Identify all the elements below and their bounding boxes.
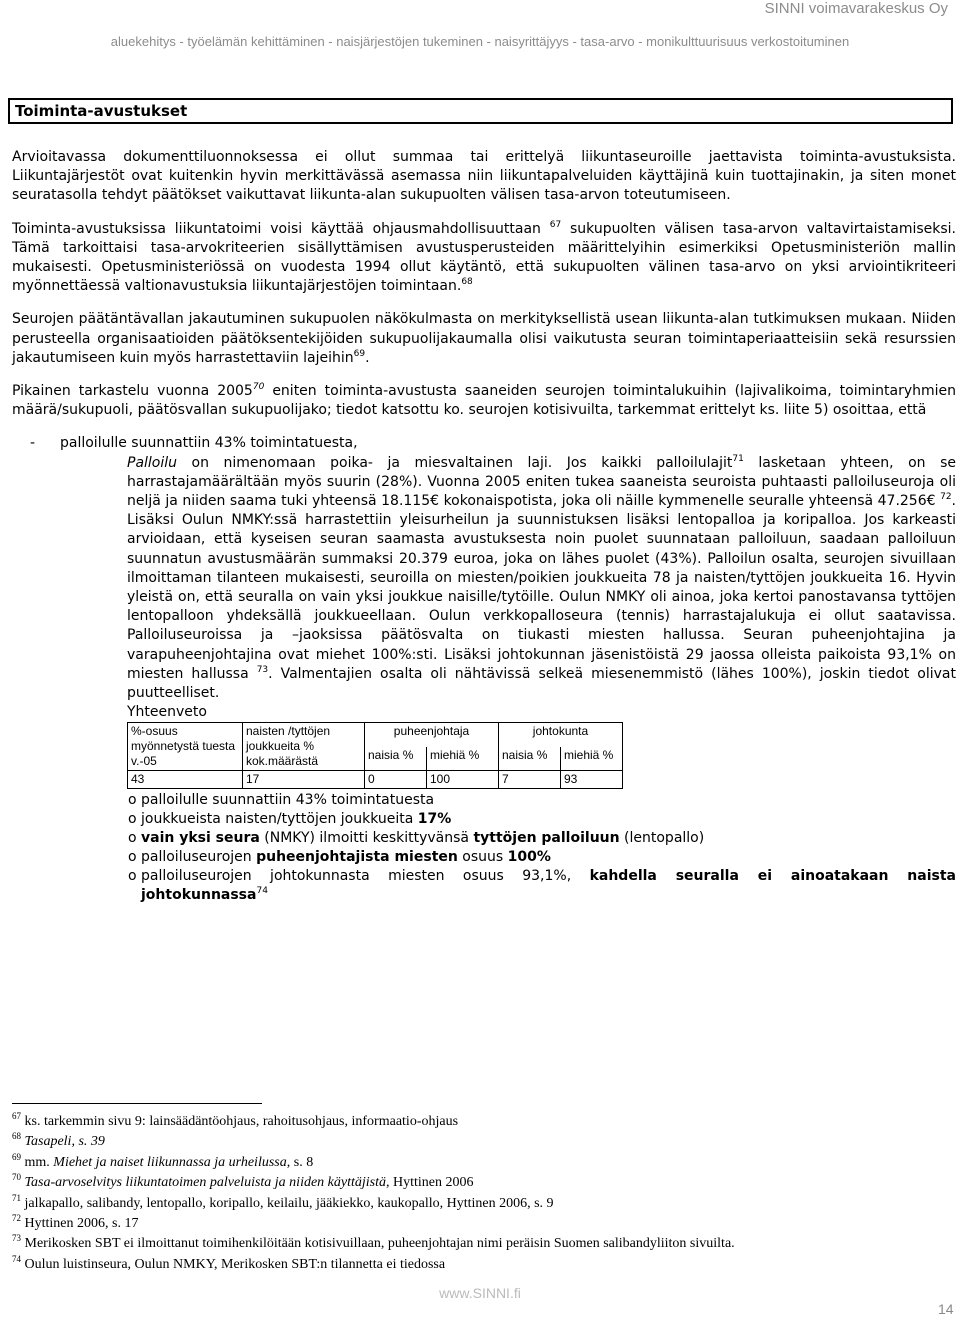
- table-subheader-cell: naisia %: [365, 747, 427, 771]
- footnote-text: Miehet ja naiset liikunnassa ja urheilussa: [53, 1154, 287, 1170]
- bullet-icon: o: [128, 792, 137, 809]
- footnote-ref-73[interactable]: 73: [256, 664, 269, 675]
- table-header-cell: johtokunta: [499, 723, 623, 747]
- footer-url[interactable]: www.SINNI.fi: [439, 1285, 521, 1301]
- paragraph-2: [12, 220, 956, 297]
- footnote-69: [12, 1153, 952, 1173]
- table-cell: 93: [561, 771, 623, 789]
- list-item: [128, 791, 956, 810]
- footnote-number: 71: [12, 1192, 21, 1203]
- footnote-73: [12, 1234, 952, 1254]
- section-title-box: [8, 98, 953, 124]
- footnote-text: Merikosken SBT ei ilmoittanut toimihenkilöitään kotisivuillaan, puheenjohtajan nimi peräisin Suomen salibandyliiton sivuilta.: [24, 1236, 735, 1252]
- list-item: [128, 867, 956, 905]
- p4-text-b: eniten toiminta-avustusta saaneiden seurojen toimintalukuihin (lajivalikoima, toimintaryhmien määrä/sukupuoli, päätösvallan sukupuolijako; tiedot katsottu ko. seurojen kotisivuilta, tarkemmat erittelyt ks. liite 5) osoittaa, että: [12, 383, 956, 419]
- bullet-icon: o: [128, 830, 137, 847]
- section-title: Toiminta-avustukset: [15, 102, 188, 120]
- dash-marker: -: [30, 435, 36, 452]
- bullet-text-part: joukkueista naisten/tyttöjen joukkueita: [141, 811, 418, 828]
- list-item: [128, 810, 956, 829]
- footnote-text-pre: mm.: [24, 1154, 54, 1170]
- bullet-bold: 17%: [417, 811, 452, 828]
- bullet-bold: puheenjohtajista miesten: [256, 849, 458, 866]
- bullet-icon: o: [128, 811, 137, 828]
- list-item: [128, 848, 956, 867]
- bullet-text: [141, 810, 451, 829]
- footnote-67: [12, 1112, 952, 1132]
- footnote-text: Oulun luistinseura, Oulun NMKY, Merikosken SBT:n tilannetta ei tiedossa: [24, 1256, 446, 1272]
- table-header-cell: %-osuus myönnetystä tuesta v.-05: [128, 723, 243, 771]
- footnote-number: 73: [12, 1233, 21, 1244]
- footnote-ref-71[interactable]: 71: [732, 453, 744, 464]
- dash-item-line: palloilulle suunnattiin 43% toimintatuesta,: [60, 435, 358, 452]
- p3-text-b: .: [365, 349, 370, 366]
- footnote-text: Tasapeli, s. 39: [24, 1134, 105, 1150]
- dash-text-4: . Lisäksi Oulun NMKY:ssä harrastettiin yleisurheilun ja suunnistuksen lisäksi lentopalloa ja koripalloa. Jos karkeasti arvioidaan, että kyseisen seuran saamasta avustuksesta noin puolet suunnataan palloiluun, saadaan palloiluun suunnatun avustusmäärän summaksi 20.379 euroa, joka on lähes puolet (43%). Palloilun osalta, seurojen sivuillaan ilmoittaman tilanteen mukaisesti, seuroilla on miesten/poikien joukkueita 78 ja naisten/tyttöjen joukkueita 16. Hyvin yleistä on, että seuralla on vain yksi joukkue naisille/tytöille. Oulun NMKY oli ainoa, joka kertoi panostavansa tyttöjen lentopalloon yhdeksällä joukkueellaan. Oulun verkkopalloseura (tennis) harrastajalukuja ei ollut saatavissa. Palloiluseuroissa ja –jaoksissa päätösvalta on tiukasti miesten hallussa. Seuran puheenjohtajina ja varapuheenjohtajina ovat miehet 100%:sti. Lisäksi johtokunnan jäsenistöistä 29 jaossa olleista paikoista 93,1% on miesten hallussa: [127, 493, 956, 682]
- table-cell: 17: [243, 771, 365, 789]
- footnotes: [12, 1112, 952, 1275]
- footnote-ref-70-num: 70: [252, 382, 265, 393]
- footnote-ref-74[interactable]: 74: [256, 886, 268, 897]
- footnote-ref-69[interactable]: 69: [353, 348, 366, 359]
- bullet-text-part: palloiluseurojen: [141, 849, 257, 866]
- footnote-number: 67: [12, 1111, 21, 1121]
- footnote-text: ks. tarkemmin sivu 9: lainsäädäntöohjaus, rahoitusohjaus, informaatio-ohjaus: [24, 1114, 459, 1129]
- footnote-text: Hyttinen 2006, s. 17: [24, 1216, 139, 1232]
- bullet-icon: o: [128, 868, 137, 885]
- footnote-number: 70: [12, 1172, 21, 1183]
- paragraph-4: [12, 382, 956, 420]
- summary-bullet-list: [128, 791, 956, 905]
- footnote-71: [12, 1194, 952, 1214]
- footnote-ref-68[interactable]: 68: [461, 277, 473, 288]
- dash-item-body: [127, 454, 956, 704]
- bullet-bold: vain yksi seura: [141, 830, 260, 847]
- footnote-72: [12, 1214, 952, 1234]
- table-cell: 43: [128, 771, 243, 789]
- dash-list-item: [12, 434, 956, 453]
- bullet-bold: 100%: [507, 849, 551, 866]
- footnote-text-post: , s. 8: [286, 1154, 314, 1170]
- bullet-text: [141, 848, 551, 867]
- bullet-text-part: palloiluseurojen johtokunnasta miesten osuus 93,1%,: [141, 868, 590, 885]
- table-subheader-cell: naisia %: [499, 747, 561, 771]
- bullet-text: [141, 829, 704, 848]
- list-item: [128, 829, 956, 848]
- p4-text-a: Pikainen tarkastelu vuonna 2005: [12, 383, 253, 400]
- footnote-number: 68: [12, 1131, 21, 1142]
- table-subheader-cell: miehiä %: [427, 747, 499, 771]
- dash-item-italic: Palloilu: [127, 454, 178, 471]
- organization-name: SINNI voimavarakeskus Oy: [764, 0, 948, 17]
- footnote-text-post: , Hyttinen 2006: [386, 1175, 474, 1191]
- dash-text-2: lasketaan yhteen, on se harrastajamäärältään myös suurin (28%). Vuonna 2005 eniten tukea saaneista seuroista puhtaasti palloiluseuroja oli neljä ja niiden saama tuki yhteensä 18.115: [127, 454, 956, 510]
- summary-table: [127, 722, 623, 789]
- table-cell: 0: [365, 771, 427, 789]
- p3-text-a: Seurojen päätäntävallan jakautuminen sukupuolen näkökulmasta on merkityksellistä usean liikunta-alan tutkimuksen mukaan. Niiden perusteella organisaatioiden päätöksentekijöiden sukupuolijakaumalla olisi vaikutusta seuran toimintaperiaatteisiin sekä resurssien jakautumiseen kuin myös harrastettaviin lajeihin: [12, 311, 956, 366]
- summary-label: Yhteenveto: [127, 704, 207, 721]
- footnote-text: Tasa-arvoselvitys liikuntatoimen palveluista ja niiden käyttäjistä: [24, 1175, 386, 1191]
- bullet-bold: kahdella seuralla ei ainoatakaan naista johtokunnassa: [141, 868, 956, 904]
- footnote-74: [12, 1255, 952, 1275]
- footnote-ref-67[interactable]: 67: [549, 219, 562, 230]
- page-number: 14: [938, 1301, 954, 1317]
- footnote-ref-70[interactable]: [253, 382, 264, 392]
- document-body: [12, 148, 956, 905]
- bullet-text: palloilulle suunnattiin 43% toimintatuesta: [141, 792, 435, 809]
- table-subheader-cell: miehiä %: [561, 747, 623, 771]
- footnote-text: jalkapallo, salibandy, lentopallo, koripallo, keilailu, jääkiekko, kaukopallo, Hyttinen 2006, s. 9: [24, 1195, 554, 1211]
- table-header-row: [128, 723, 623, 747]
- euro-glyph: €: [926, 493, 936, 510]
- table-header-cell: puheenjohtaja: [365, 723, 499, 747]
- footnote-ref-72[interactable]: 72: [940, 492, 952, 503]
- bullet-text-part: (lentopallo): [619, 830, 705, 847]
- footnote-68: [12, 1132, 952, 1152]
- table-cell: 100: [427, 771, 499, 789]
- table-cell: 7: [499, 771, 561, 789]
- table-header-cell: naisten /tyttöjen joukkueita % kok.määrästä: [243, 723, 365, 771]
- paragraph-1: Arvioitavassa dokumenttiluonnoksessa ei ollut summaa tai erittelyä liikuntaseuroille jaettavista toiminta-avustuksista. Liikuntajärjestöt ovat kuitenkin hyvin merkittävässä asemassa niin liikuntapalveluiden käyttäjinä kuin tuottajinakin, ja siten monet seuratasolla tehdyt päätökset vaikuttavat liikunta-alan sukupuolten välisen tasa-arvon toteutumiseen.: [12, 149, 956, 204]
- p2-text-a: Toiminta-avustuksissa liikuntatoimi voisi käyttää ohjausmahdollisuuttaan: [12, 220, 541, 237]
- table-row: [128, 771, 623, 789]
- footnote-number: 74: [12, 1253, 21, 1264]
- dash-text-3: kokonaispotista, joka oli näille kymmenelle seuralle yhteensä 47.256: [439, 493, 927, 510]
- footnote-70: [12, 1173, 952, 1193]
- bullet-text-part: osuus: [457, 849, 508, 866]
- dash-text-1: on nimenomaan poika- ja miesvaltainen laji. Jos kaikki palloilulajit: [177, 454, 733, 471]
- bullet-bold: tyttöjen palloiluun: [473, 830, 620, 847]
- header-topics: aluekehitys - työelämän kehittäminen - naisjärjestöjen tukeminen - naisyrittäjyys - tasa-arvo - monikulttuurisuus verkostoituminen: [110, 34, 850, 49]
- bullet-text-part: (NMKY) ilmoitti keskittyvänsä: [259, 830, 474, 847]
- footnote-number: 72: [12, 1213, 21, 1224]
- euro-glyph: €: [430, 493, 440, 510]
- footnote-number: 69: [12, 1151, 21, 1162]
- dash-text-5: . Valmentajien osalta oli nähtävissä selkeä miesenemmistö (lähes 100%), joskin tiedot olivat puutteelliset.: [127, 665, 956, 702]
- footnote-separator: [12, 1103, 262, 1104]
- bullet-text: [141, 867, 956, 905]
- p2-text-b: sukupuolten välisen tasa-arvon valtavirtaistamiseksi. Tämä tarkoittaisi tasa-arvokriteerien sisällyttämisen avustusperusteiden määrittelyihin esimerkiksi Opetusministeriön mallin mukaisesti. Opetusministeriössä on vuodesta 1994 ollut käytäntö, että sukupuolten välinen tasa-arvo on yksi arviointikriteeri myönnettäessä valtionavustuksia liikuntajärjestöjen toimintaan.: [12, 220, 956, 295]
- paragraph-3: [12, 310, 956, 368]
- bullet-icon: o: [128, 849, 137, 866]
